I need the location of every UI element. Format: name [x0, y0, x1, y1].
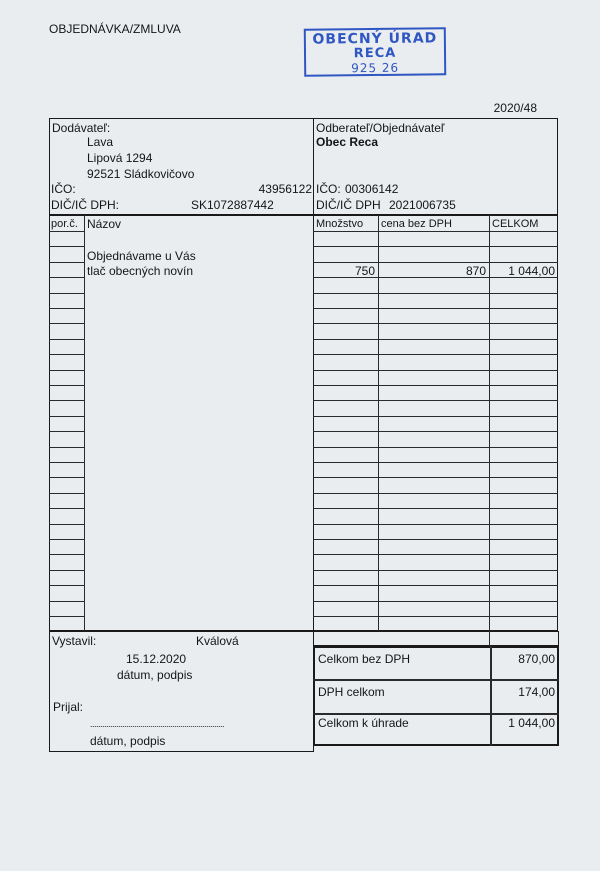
supplier-ico: 43956122 — [258, 182, 312, 196]
row-line — [49, 554, 85, 555]
row-line — [313, 323, 558, 324]
row-line — [49, 416, 85, 417]
row-line — [313, 293, 558, 294]
supplier-dic: SK1072887442 — [191, 198, 274, 212]
totals-line-1 — [313, 679, 559, 681]
row-line — [313, 308, 558, 309]
row-line — [49, 246, 85, 247]
row-line — [49, 616, 85, 617]
row-line — [49, 400, 85, 401]
received-label: Prijal: — [53, 700, 84, 714]
customer-dic: 2021006735 — [389, 198, 456, 212]
totals-spacer-divider — [489, 631, 490, 646]
document-title: OBJEDNÁVKA/ZMLUVA — [49, 22, 181, 36]
row-line — [313, 493, 558, 494]
totals-divider — [490, 646, 492, 746]
row-line — [313, 477, 558, 478]
row-line — [49, 539, 85, 540]
customer-ico-label: IČO: — [316, 182, 341, 196]
row-line — [313, 601, 558, 602]
stamp-line-3: 925 26 — [351, 60, 400, 76]
row-line — [313, 431, 558, 432]
row-line — [313, 524, 558, 525]
net-total-value: 870,00 — [518, 652, 555, 666]
row-line — [49, 508, 85, 509]
row-line — [313, 370, 558, 371]
header-quantity: Množstvo — [316, 218, 364, 230]
supplier-ico-label: IČO: — [51, 182, 76, 196]
row-line — [313, 539, 558, 540]
date-signature-label-2: dátum, podpis — [90, 734, 166, 748]
customer-dic-label: DIČ/IČ DPH — [316, 198, 381, 212]
row-line — [49, 447, 85, 448]
date-signature-label-1: dátum, podpis — [117, 668, 193, 682]
row-line — [313, 447, 558, 448]
row-line — [313, 354, 558, 355]
row-line — [49, 431, 85, 432]
row-line — [49, 370, 85, 371]
signature-box — [49, 631, 314, 752]
supplier-city: 92521 Sládkovičovo — [87, 167, 195, 181]
issued-by: Kválová — [196, 634, 239, 648]
row-line — [313, 246, 558, 247]
row-line — [49, 524, 85, 525]
supplier-dic-label: DIČ/IČ DPH: — [51, 198, 120, 212]
row-line — [49, 277, 85, 278]
row-line — [49, 354, 85, 355]
row-line — [313, 554, 558, 555]
item-total: 1 044,00 — [508, 264, 555, 278]
row-line — [313, 508, 558, 509]
item-description-line-2: tlač obecných novín — [87, 264, 194, 278]
stamp-line-1: OBECNÝ ÚRAD — [312, 30, 438, 48]
customer-name: Obec Reca — [316, 135, 379, 149]
item-description-line-1: Objednávame u Vás — [87, 249, 196, 263]
customer-ico: 00306142 — [345, 182, 399, 196]
customer-label: Odberateľ/Objednávateľ — [316, 121, 445, 135]
row-line — [313, 616, 558, 617]
row-line — [313, 339, 558, 340]
amount-due-value: 1 044,00 — [508, 716, 555, 730]
row-line — [49, 385, 85, 386]
signature-dots: ................................................................... — [90, 719, 225, 729]
header-number: por.č. — [51, 218, 78, 230]
row-line — [313, 570, 558, 571]
office-stamp — [304, 27, 446, 76]
item-quantity: 750 — [354, 264, 375, 278]
amount-due-label: Celkom k úhrade — [318, 716, 409, 730]
totals-spacer-row — [313, 631, 559, 646]
row-line — [49, 262, 85, 263]
row-line — [313, 585, 558, 586]
header-name: Názov — [87, 217, 122, 231]
row-line — [49, 570, 85, 571]
row-line — [49, 493, 85, 494]
net-total-label: Celkom bez DPH — [318, 652, 411, 666]
row-line — [313, 231, 558, 232]
supplier-label: Dodávateľ: — [52, 121, 111, 135]
vat-total-value: 174,00 — [518, 685, 555, 699]
row-line — [313, 462, 558, 463]
document-number: 2020/48 — [493, 101, 537, 115]
header-total: CELKOM — [492, 218, 539, 230]
item-price: 870 — [465, 264, 486, 278]
totals-line-2 — [313, 713, 559, 715]
row-line — [313, 416, 558, 417]
supplier-street: Lipová 1294 — [87, 151, 153, 165]
row-line — [49, 323, 85, 324]
row-line — [49, 477, 85, 478]
row-line — [49, 339, 85, 340]
row-line — [313, 385, 558, 386]
row-line — [49, 601, 85, 602]
row-line — [49, 462, 85, 463]
vat-total-label: DPH celkom — [318, 685, 385, 699]
row-line — [49, 231, 85, 232]
issued-label: Vystavil: — [52, 634, 97, 648]
supplier-name: Lava — [87, 135, 114, 149]
header-price: cena bez DPH — [381, 218, 452, 230]
row-line — [49, 585, 85, 586]
stamp-line-2: RECA — [353, 45, 397, 62]
row-line — [313, 262, 558, 263]
issued-date: 15.12.2020 — [126, 652, 187, 666]
row-line — [49, 308, 85, 309]
row-line — [49, 293, 85, 294]
row-line — [313, 400, 558, 401]
